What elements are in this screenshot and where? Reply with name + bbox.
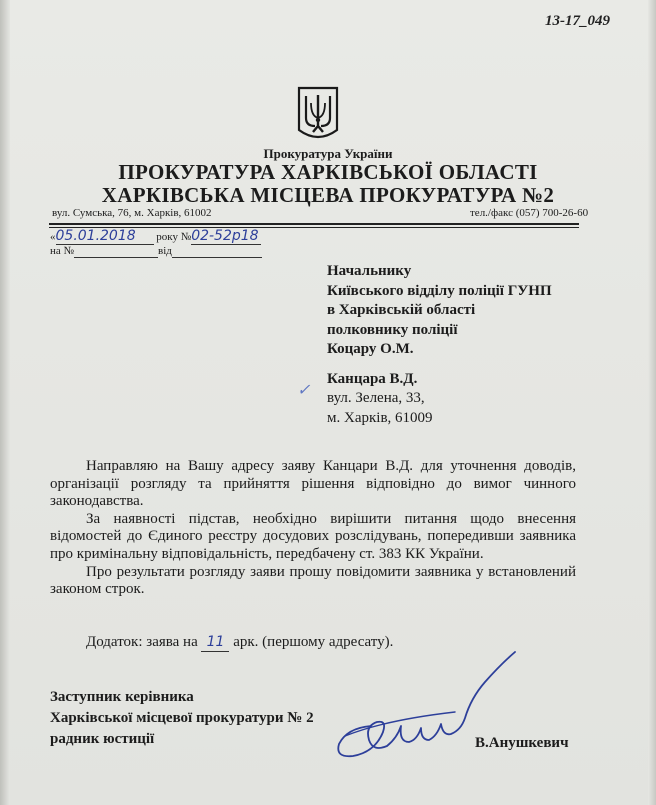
body-paragraph: За наявності підстав, необхідно вирішити питання щодо внесення відомостей до Єдиного реєстру досудових розслідувань, попередивши заявника про кримінальну відповідальність, передбачену ст. 383 КК України. <box>50 510 576 562</box>
registration-number: 02-52р18 <box>191 228 259 244</box>
registration-number-field <box>191 228 261 245</box>
addressee-block <box>327 262 552 360</box>
reference-date-field <box>172 245 262 258</box>
header-rule-thick <box>49 223 579 225</box>
signatory-line: Харківської місцевої прокуратури № 2 <box>50 710 314 726</box>
attachment-suffix: арк. (першому адресату). <box>233 634 394 650</box>
applicant-address-line: м. Харків, 61009 <box>327 409 433 426</box>
office-address: вул. Сумська, 76, м. Харків, 61002 <box>52 207 212 219</box>
addressee-line: Начальнику <box>327 263 412 279</box>
registration-quote: « <box>50 231 56 243</box>
office-title-line1: ПРОКУРАТУРА ХАРКІВСЬКОЇ ОБЛАСТІ <box>118 160 538 184</box>
body-paragraph: Направляю на Вашу адресу заяву Канцари В.Д. для уточнення доводів, організації розгляду та прийняття рішення відповідно до вимог чинного законодавства. <box>50 458 576 510</box>
signatory-name: В.Анушкевич <box>475 735 569 751</box>
applicant-address <box>327 389 433 428</box>
attachment-prefix: Додаток: заява на <box>86 634 198 650</box>
office-title-line2: ХАРКІВСЬКА МІСЦЕВА ПРОКУРАТУРА №2 <box>101 183 555 207</box>
reference-label: на № <box>50 245 75 257</box>
addressee-line: в Харківській області <box>327 302 476 318</box>
trident-emblem-icon <box>296 86 340 144</box>
registration-year-label: року № <box>156 231 192 243</box>
signatory-line: Заступник керівника <box>50 689 194 705</box>
registration-line <box>50 228 261 245</box>
agency-name: Прокуратура України <box>263 146 393 161</box>
body-paragraph: Про результати розгляду заяви прошу повідомити заявника у встановлений законом строк. <box>50 563 576 598</box>
document-number-stamp: 13-17_049 <box>545 13 610 29</box>
reference-number-field <box>74 245 158 258</box>
applicant-address-line: вул. Зелена, 33, <box>327 390 425 406</box>
pen-checkmark: ✓ <box>297 382 311 399</box>
registration-date-field <box>56 228 154 245</box>
addressee-line: Коцару О.М. <box>327 341 414 357</box>
applicant-name: Канцара В.Д. <box>327 371 418 387</box>
reference-from-label: від <box>158 245 172 257</box>
signatory-block <box>50 687 314 750</box>
registration-date: 05.01.2018 <box>55 228 136 244</box>
attachment-pages: 11 <box>206 634 225 650</box>
addressee-line: полковнику поліції <box>327 321 458 338</box>
letter-body <box>50 458 576 599</box>
attachment-pages-field <box>201 634 229 652</box>
reference-line <box>50 245 262 258</box>
signatory-line: радник юстиції <box>50 731 155 747</box>
office-phone: тел./факс (057) 700-26-60 <box>470 207 589 219</box>
addressee-line: Київського відділу поліції ГУНП <box>327 282 552 299</box>
